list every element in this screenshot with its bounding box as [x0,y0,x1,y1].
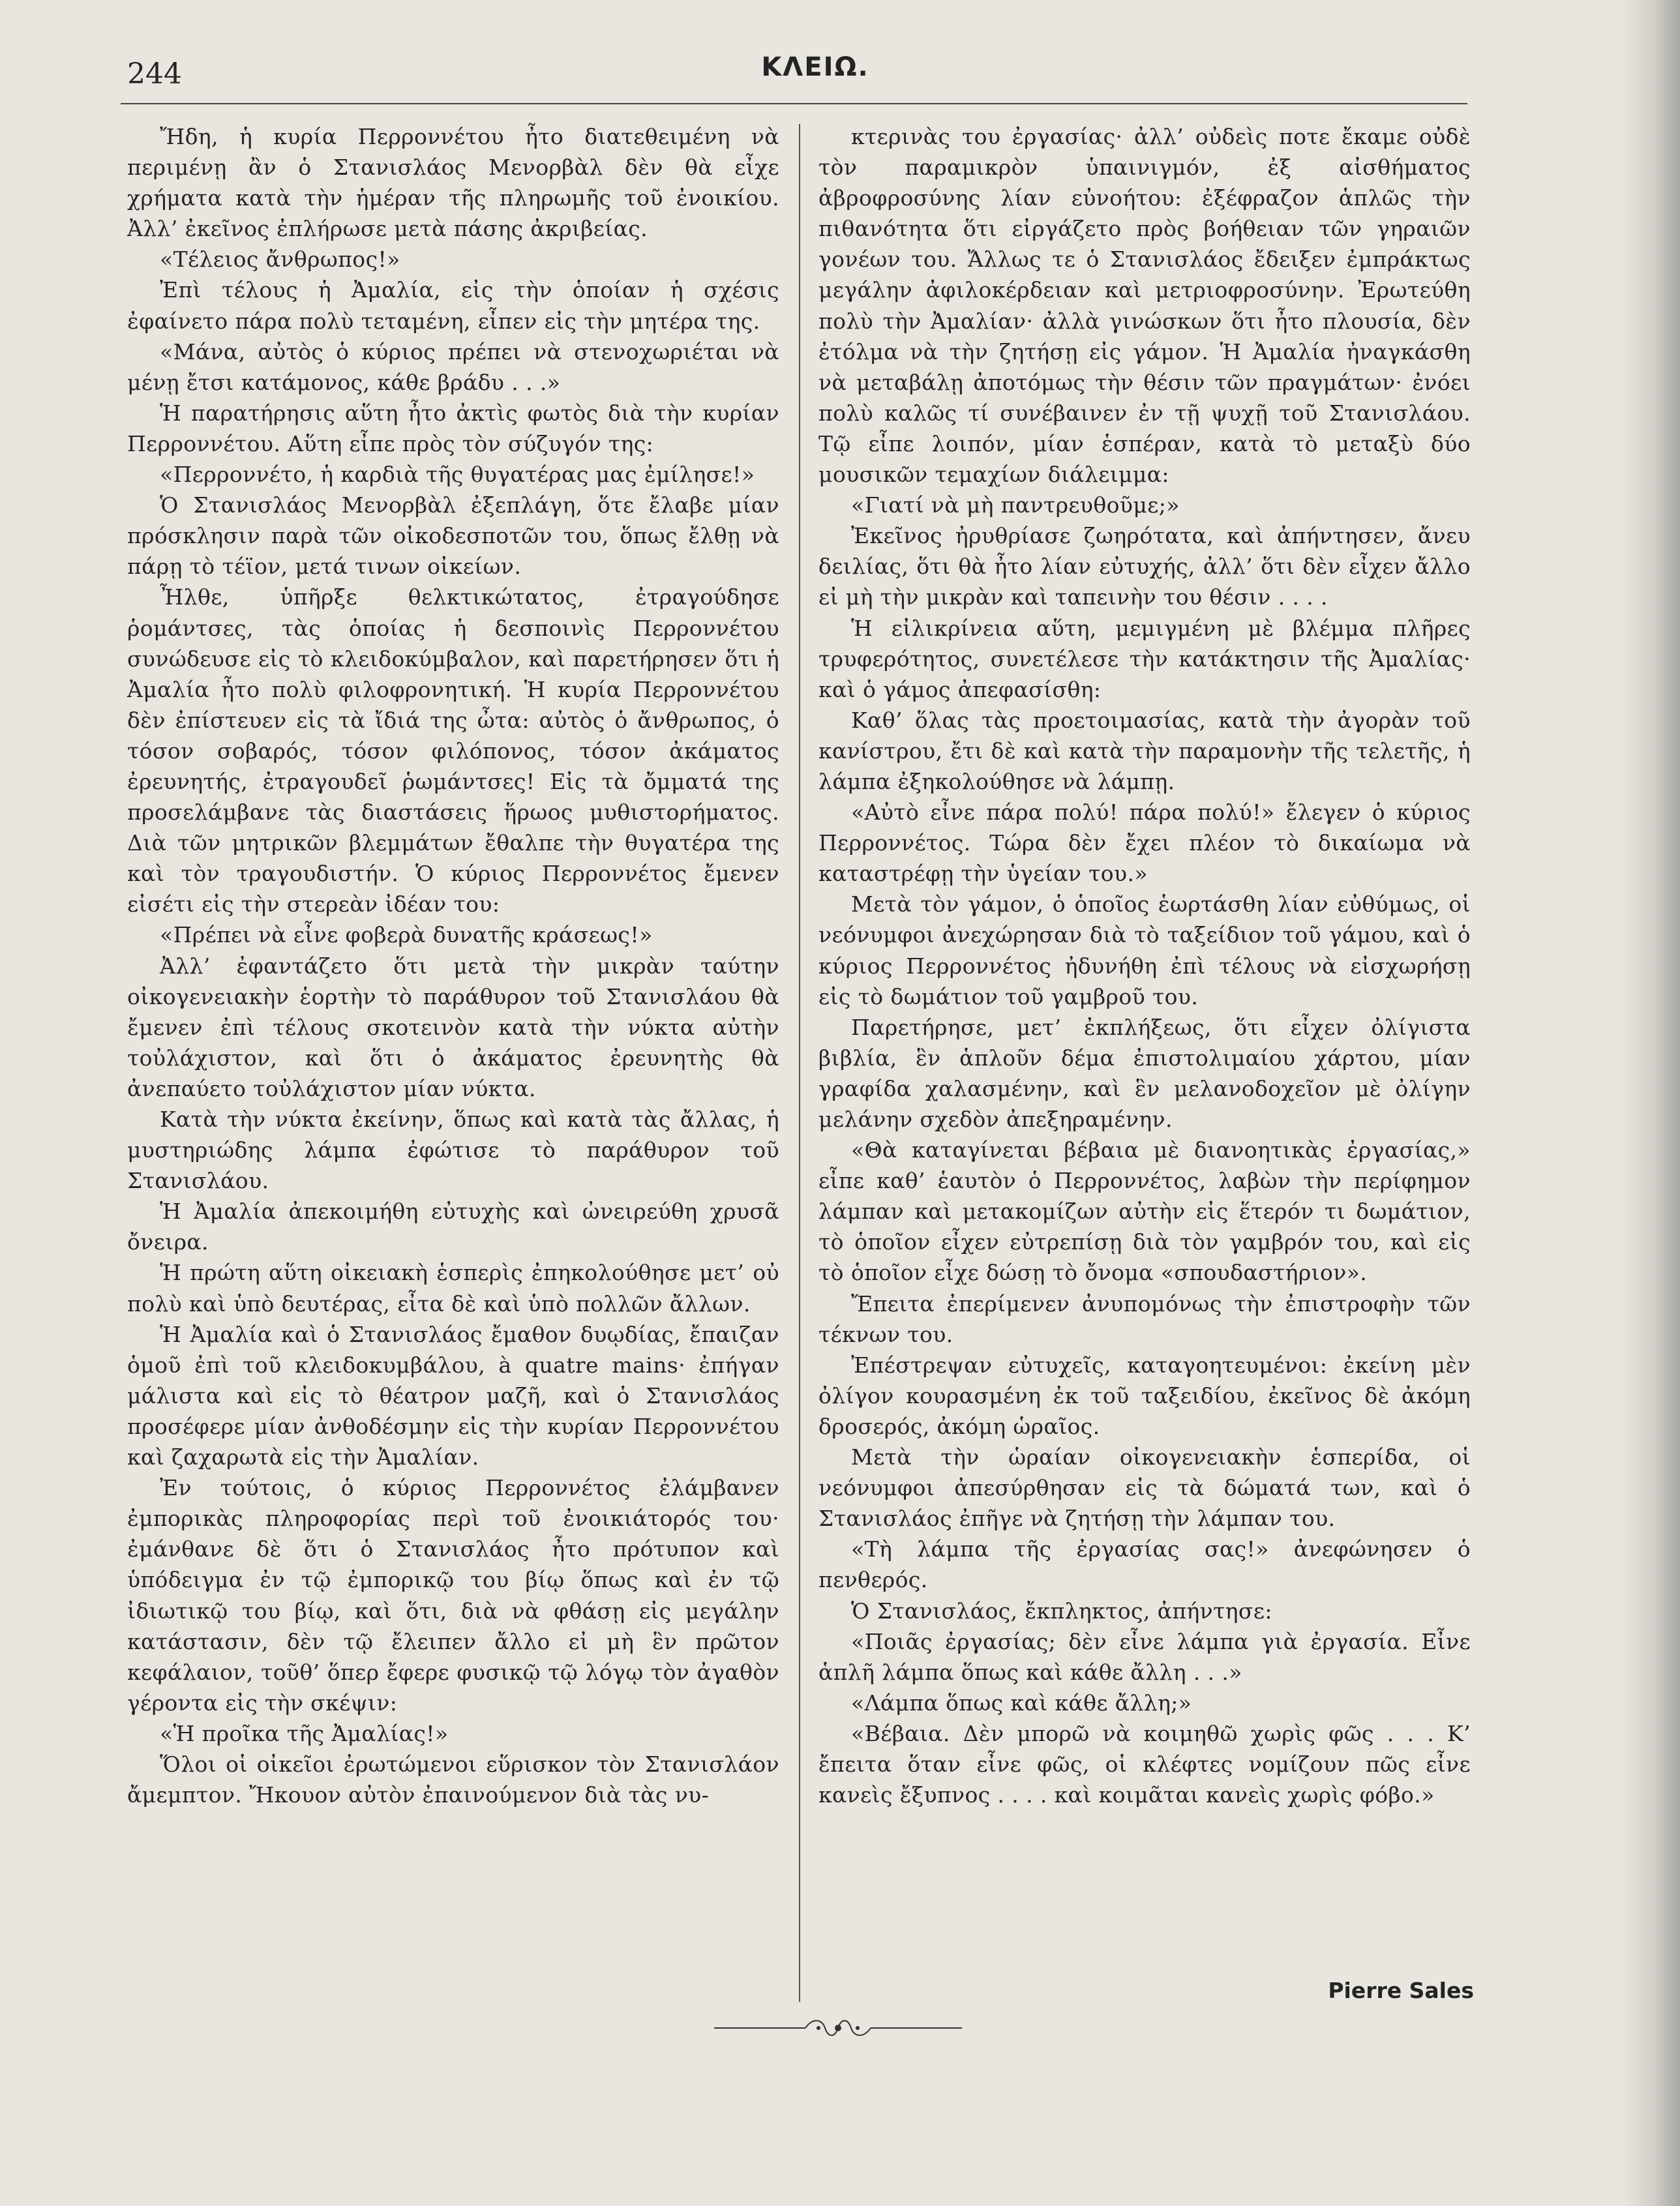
paragraph: «Ἡ προῖκα τῆς Ἀμαλίας!» [160,1720,449,1746]
paragraph: Ὁ Στανισλάος, ἔκπληκτος, ἀπήντησε: [851,1598,1272,1624]
paragraph: Ἡ εἰλικρίνεια αὕτη, μεμιγμένη μὲ βλέμμα πλῆρες τρυφερότητος, συνετέλεσε τὴν κατάκτησιν τῆς Ἀμαλίας· καὶ ὁ γάμος ἀπεφασίσθη: [818,615,1471,702]
paragraph: Καθ’ ὅλας τὰς προετοιμασίας, κατὰ τὴν ἀγορὰν τοῦ κανίστρου, ἔτι δὲ καὶ κατὰ τὴν παραμονὴν τῆς τελετῆς, ἡ λάμπα ἐξηκολούθησε νὰ λάμπῃ. [818,707,1471,794]
paragraph: «Τὴ λάμπα τῆς ἐργασίας σας!» ἀνεφώνησεν ὁ πενθερός. [818,1536,1471,1593]
paragraph: Ἡ Ἀμαλία ἀπεκοιμήθη εὐτυχὴς καὶ ὠνειρεύθη χρυσᾶ ὄνειρα. [127,1199,779,1255]
paragraph: Ἡ πρώτη αὕτη οἰκειακὴ ἑσπερὶς ἐπηκολούθησε μετ’ οὐ πολὺ καὶ ὑπὸ δευτέρας, εἶτα δὲ καὶ ὑπὸ πολλῶν ἄλλων. [127,1260,779,1317]
paragraph: «Μάνα, αὐτὸς ὁ κύριος πρέπει νὰ στενοχωριέται νὰ μένῃ ἔτσι κατάμονος, κάθε βράδυ . . .» [127,338,779,395]
header-rule [121,103,1467,104]
column-divider [799,124,800,2002]
paragraph: «Τέλειος ἄνθρωπος!» [160,246,400,273]
paragraph: Κατὰ τὴν νύκτα ἐκείνην, ὅπως καὶ κατὰ τὰς ἄλλας, ἡ μυστηριώδης λάμπα ἐφώτισε τὸ παράθυρον τοῦ Στανισλάου. [127,1107,779,1194]
left-column [127,121,779,1810]
paragraph: Μετὰ τὸν γάμον, ὁ ὁποῖος ἑωρτάσθη λίαν εὐθύμως, οἱ νεόνυμφοι ἀνεχώρησαν διὰ τὸ ταξείδιον τοῦ γάμου, καὶ ὁ κύριος Περροννέτος ἠδυνήθη ἐπὶ τέλους νὰ εἰσχωρήσῃ εἰς τὸ δωμάτιον τοῦ γαμβροῦ του. [818,891,1471,1009]
paragraph: «Ποιᾶς ἐργασίας; δὲν εἶνε λάμπα γιὰ ἐργασία. Εἶνε ἁπλῆ λάμπα ὅπως καὶ κάθε ἄλλη . . .» [818,1628,1471,1685]
paragraph: Ὁ Στανισλάος Μενορβὰλ ἐξεπλάγη, ὅτε ἔλαβε μίαν πρόσκλησιν παρὰ τῶν οἰκοδεσποτῶν του, ὅπως ἔλθῃ νὰ πάρῃ τὸ τέϊον, μετά τινων οἰκείων. [127,492,779,580]
right-column [818,121,1471,1810]
paragraph: «Θὰ καταγίνεται βέβαια μὲ διανοητικὰς ἐργασίας,» εἶπε καθ’ ἑαυτὸν ὁ Περροννέτος, λαβὼν τὴν περίφημον λάμπαν καὶ μετακομίζων αὐτὴν εἰς ἕτερόν τι δωμάτιον, τὸ ὁποῖον εἶχεν εὐτρεπίσῃ διὰ τὸν γαμβρόν του, καὶ εἰς τὸ ὁποῖον εἶχε δώσῃ τὸ ὄνομα «σπουδαστήριον». [818,1137,1471,1286]
paragraph: Ἦλθε, ὑπῆρξε θελκτικώτατος, ἐτραγούδησε ῥομάντσες, τὰς ὁποίας ἡ δεσποινὶς Περροννέτου συνώδευσε εἰς τὸ κλειδοκύμβαλον, καὶ παρετήρησεν ὅτι ἡ Ἀμαλία ἦτο πολὺ φιλοφρονητική. Ἡ κυρία Περροννέτου δὲν ἐπίστευεν εἰς τὰ ἴδιά της ὦτα: αὐτὸς ὁ ἄνθρωπος, ὁ τόσον σοβαρός, τόσον φιλόπονος, τόσον ἀκάματος ἐρευνητής, ἐτραγουδεῖ ῥωμάντσες! Εἰς τὰ ὄμματά της προσελάμβανε τὰς διαστάσεις ἥρωος μυθιστορήματος. Διὰ τῶν μητρικῶν βλεμμάτων ἔθαλπε τὴν θυγατέρα της καὶ τὸν τραγουδιστήν. Ὁ κύριος Περροννέτος ἔμενεν εἰσέτι εἰς τὴν στερεὰν ἰδέαν του: [127,584,779,917]
paragraph: Παρετήρησε, μετ’ ἐκπλήξεως, ὅτι εἶχεν ὀλίγιστα βιβλία, ἓν ἁπλοῦν δέμα ἐπιστολιμαίου χάρτου, μίαν γραφίδα χαλασμένην, καὶ ἓν μελανοδοχεῖον μὲ ὀλίγην μελάνην σχεδὸν ἀπεξηραμένην. [818,1014,1471,1132]
paragraph: Ἀλλ’ ἐφαντάζετο ὅτι μετὰ τὴν μικρὰν ταύτην οἰκογενειακὴν ἑορτὴν τὸ παράθυρον τοῦ Στανισλάου θὰ ἔμενεν ἐπὶ τέλους σκοτεινὸν κατὰ τὴν νύκτα αὐτὴν τοὐλάχιστον, καὶ ὅτι ὁ ἀκάματος ἐρευνητὴς θὰ ἀνεπαύετο τοὐλάχιστον μίαν νύκτα. [127,953,779,1101]
paragraph: Ἡ Ἀμαλία καὶ ὁ Στανισλάος ἔμαθον δυῳδίας, ἔπαιζαν ὁμοῦ ἐπὶ τοῦ κλειδοκυμβάλου, à quatre mains· ἐπήγαν μάλιστα καὶ εἰς τὸ θέατρον μαζῆ, καὶ ὁ Στανισλάος προσέφερε μίαν ἀνθοδέσμην εἰς τὴν κυρίαν Περροννέτου καὶ ζαχαρωτὰ εἰς τὴν Ἀμαλίαν. [127,1321,779,1470]
author-signature: Pierre Sales [1328,1978,1474,2003]
paragraph: Ἤδη, ἡ κυρία Περροννέτου ἦτο διατεθειμένη νὰ περιμένῃ ἂν ὁ Στανισλάος Μενορβὰλ δὲν θὰ εἶχε χρήματα κατὰ τὴν ἡμέραν τῆς πληρωμῆς τοῦ ἐνοικίου. Ἀλλ’ ἐκεῖνος ἐπλήρωσε μετὰ πάσης ἀκριβείας. [127,124,779,242]
paragraph: κτερινὰς του ἐργασίας· ἀλλ’ οὐδεὶς ποτε ἔκαμε οὐδὲ τὸν παραμικρὸν ὑπαινιγμόν, ἐξ αἰσθήματος ἀβροφροσύνης λίαν εὐνοήτου: ἐξέφραζον ἁπλῶς τὴν πιθανότητα ὅτι εἰργάζετο πρὸς βοήθειαν τῶν γηραιῶν γονέων του. Ἄλλως τε ὁ Στανισλάος ἔδειξεν ἐμπράκτως μεγάλην ἀφιλοκέρδειαν καὶ μετριοφροσύνην. Ἐρωτεύθη πολὺ τὴν Ἀμαλίαν· ἀλλὰ γινώσκων ὅτι ἦτο πλουσία, δὲν ἐτόλμα νὰ τὴν ζητήσῃ εἰς γάμον. Ἡ Ἀμαλία ἠναγκάσθη νὰ μεταβάλῃ ἀποτόμως τὴν θέσιν τῶν πραγμάτων· ἐνόει πολὺ καλῶς τί συνέβαινεν ἐν τῇ ψυχῇ τοῦ Στανισλάου. Τῷ εἶπε λοιπόν, μίαν ἑσπέραν, κατὰ τὸ μεταξὺ δύο μουσικῶν τεμαχίων διάλειμμα: [818,124,1471,488]
gutter-shadow [1621,0,1680,2206]
page-number: 244 [127,57,182,91]
paragraph: Ἡ παρατήρησις αὕτη ἦτο ἀκτὶς φωτὸς διὰ τὴν κυρίαν Περροννέτου. Αὕτη εἶπε πρὸς τὸν σύζυγόν της: [127,400,779,456]
paragraph: «Αὐτὸ εἶνε πάρα πολύ! πάρα πολύ!» ἔλεγεν ὁ κύριος Περροννέτος. Τώρα δὲν ἔχει πλέον τὸ δικαίωμα νὰ καταστρέφῃ τὴν ὑγείαν του.» [818,799,1471,887]
paragraph: «Λάμπα ὅπως καὶ κάθε ἄλλη;» [851,1690,1192,1716]
paragraph: Ἔπειτα ἐπερίμενεν ἀνυπομόνως τὴν ἐπιστροφὴν τῶν τέκνων του. [818,1290,1471,1347]
paragraph: Ἐν τούτοις, ὁ κύριος Περροννέτος ἐλάμβανεν ἐμπορικὰς πληροφορίας περὶ τοῦ ἐνοικιάτορός του· ἐμάνθανε δὲ ὅτι ὁ Στανισλάος ἦτο πρότυπον καὶ ὑπόδειγμα ἐν τῷ ἐμπορικῷ του βίῳ ὅπως καὶ ἐν τῷ ἰδιωτικῷ του βίῳ, καὶ ὅτι, διὰ νὰ φθάσῃ εἰς μεγάλην κατάστασιν, δὲν τῷ ἔλειπεν ἄλλο εἰ μὴ ἓν πρῶτον κεφάλαιον, τοῦθ’ ὅπερ ἔφερε φυσικῷ τῷ λόγῳ τὸν ἀγαθὸν γέροντα εἰς τὴν σκέψιν: [127,1475,779,1716]
paragraph: Ἐπὶ τέλους ἡ Ἀμαλία, εἰς τὴν ὁποίαν ἡ σχέσις ἐφαίνετο πάρα πολὺ τεταμένη, εἶπεν εἰς τὴν μητέρα της. [127,277,779,334]
paragraph: «Περροννέτο, ἡ καρδιὰ τῆς θυγατέρας μας ἐμίλησε!» [160,462,755,488]
paragraph: «Βέβαια. Δὲν μπορῶ νὰ κοιμηθῶ χωρὶς φῶς . . . Κ’ ἔπειτα ὅταν εἶνε φῶς, οἱ κλέφτες νομίζουν πῶς εἶνε κανεὶς ἔξυπνος . . . . καὶ κοιμᾶται κανεὶς χωρὶς φόβο.» [818,1720,1471,1808]
paragraph: Ἐπέστρεψαν εὐτυχεῖς, καταγοητευμένοι: ἐκείνη μὲν ὀλίγον κουρασμένη ἐκ τοῦ ταξειδίου, ἐκεῖνος δὲ ἀκόμη δροσερός, ἀκόμη ὡραῖος. [818,1352,1471,1439]
paragraph: Μετὰ τὴν ὡραίαν οἰκογενειακὴν ἑσπερίδα, οἱ νεόνυμφοι ἀπεσύρθησαν εἰς τὰ δώματά των, καὶ ὁ Στανισλάος ἐπῆγε νὰ ζητήσῃ τὴν λάμπαν του. [818,1444,1471,1532]
running-head: ΚΛΕΙΩ. [761,52,869,82]
paragraph: «Γιατί νὰ μὴ παντρευθοῦμε;» [851,492,1180,518]
paragraph: Ὅλοι οἱ οἰκεῖοι ἐρωτώμενοι εὕρισκον τὸν Στανισλάον ἄμεμπτον. Ἤκουον αὐτὸν ἐπαινούμενον διὰ τὰς νυ- [127,1751,779,1808]
paragraph: «Πρέπει νὰ εἶνε φοβερὰ δυνατῆς κράσεως!» [160,922,653,948]
decorative-tailpiece-icon [708,2012,968,2044]
paragraph: Ἐκεῖνος ἠρυθρίασε ζωηρότατα, καὶ ἀπήντησεν, ἄνευ δειλίας, ὅτι θὰ ἦτο λίαν εὐτυχής, ἀλλ’ ὅτι δὲν εἶχεν ἄλλο εἰ μὴ τὴν μικρὰν καὶ ταπεινὴν του θέσιν . . . . [818,523,1471,610]
